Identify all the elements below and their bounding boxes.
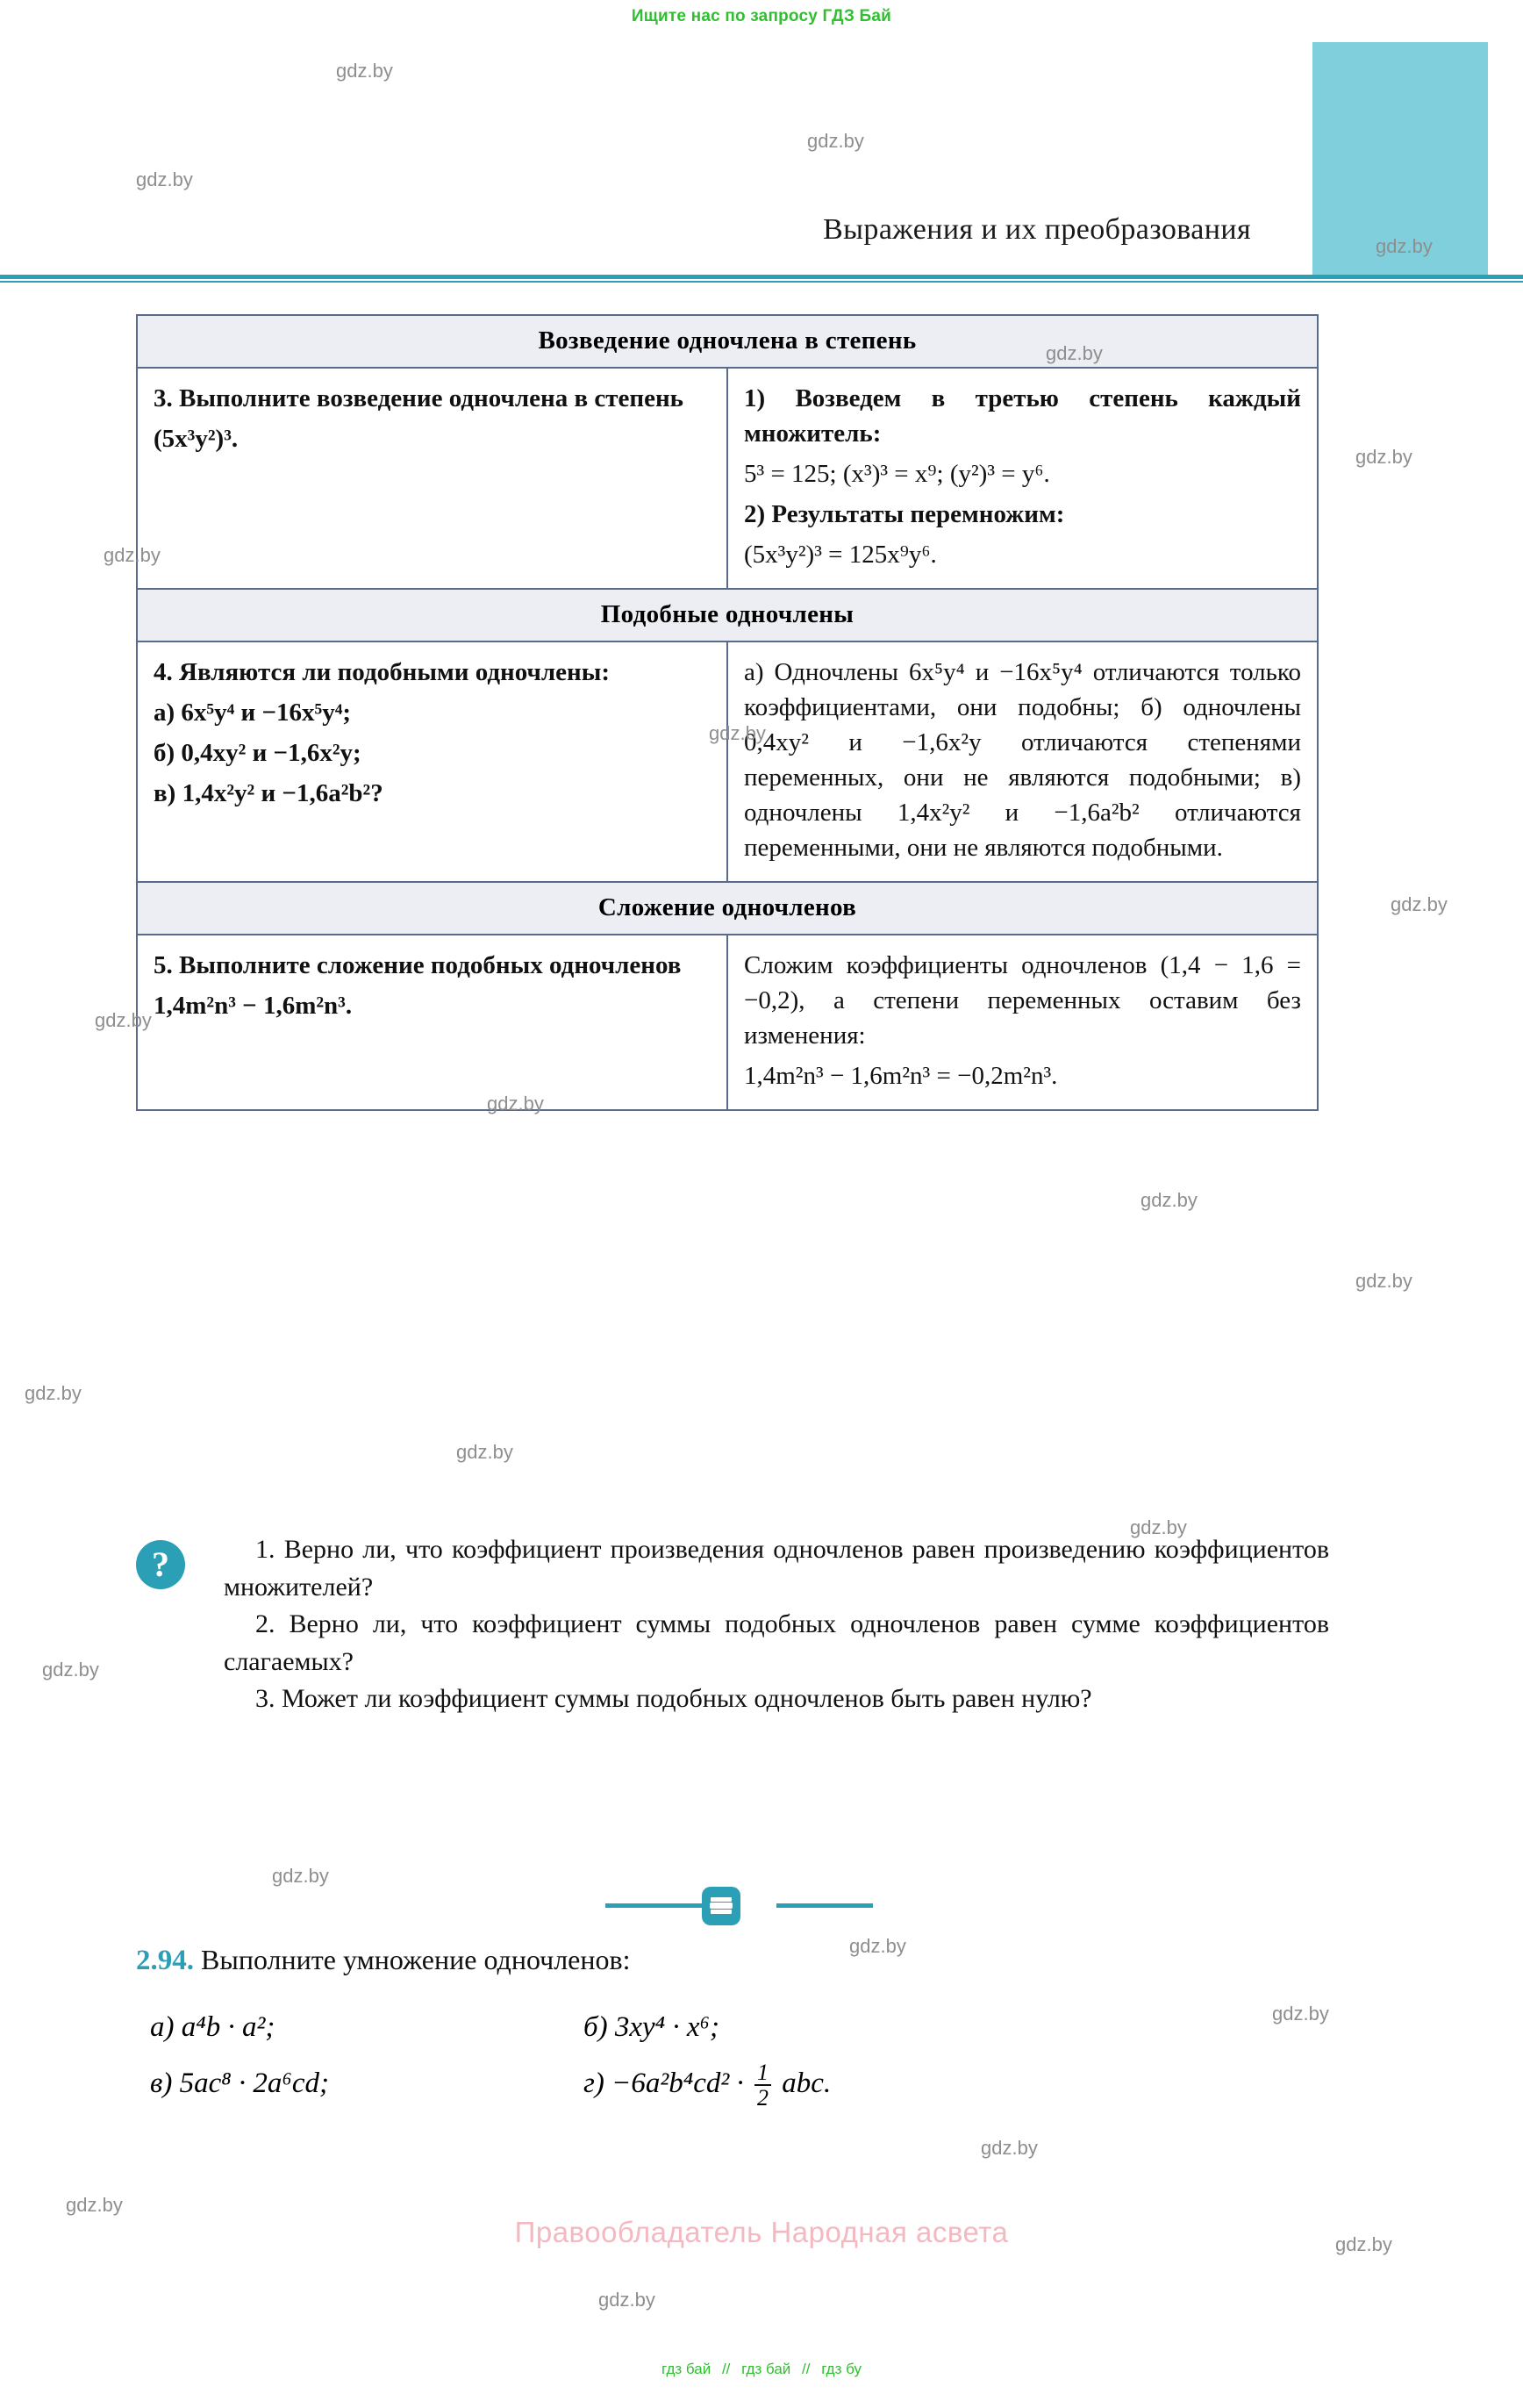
- watermark: gdz.by: [598, 2289, 655, 2311]
- solution-3-line-4: (5x³y²)³ = 125x⁹y⁶.: [744, 541, 937, 570]
- page-number-box: [1312, 42, 1488, 275]
- watermark: gdz.by: [95, 1009, 152, 1031]
- watermark: gdz.by: [709, 722, 766, 744]
- fraction-numerator: 1: [754, 2060, 771, 2086]
- watermark: gdz.by: [136, 168, 193, 190]
- cell-task-5: [137, 935, 727, 1110]
- watermark: gdz.by: [1272, 2003, 1329, 2025]
- task-4-line-1: 4. Являются ли подобными одночлены:: [154, 658, 611, 687]
- page-title: Выражения и их преобразования: [823, 213, 1251, 246]
- task-4-line-2: а) 6x⁵y⁴ и −16x⁵y⁴;: [154, 699, 352, 727]
- table-band-row: [137, 315, 1318, 368]
- cell-task-3: [137, 368, 727, 589]
- exercise-item-g-suffix: abc.: [782, 2068, 832, 2099]
- watermark: gdz.by: [42, 1659, 99, 1681]
- question-item: 1. Верно ли, что коэффициент произведения одночленов равен произведению коэффициентов множителей?: [224, 1535, 1329, 1602]
- band-label-similar: Подобные одночлены: [137, 589, 1318, 641]
- exercise-item-a: а) a⁴b · a²;: [150, 2011, 275, 2043]
- task-5-line-2: 1,4m²n³ − 1,6m²n³.: [154, 992, 353, 1021]
- exercise-item-b: б) 3xy⁴ · x⁶;: [583, 2011, 719, 2043]
- divider-line-left: [605, 1903, 702, 1908]
- footer-link[interactable]: гдз бай: [661, 2361, 711, 2377]
- solution-3-line-1: 1) Возведем в третью степень каждый множитель:: [744, 384, 1301, 448]
- question-item: 2. Верно ли, что коэффициент суммы подобных одночленов равен сумме коэффициентов слагаемых?: [224, 1609, 1329, 1676]
- watermark: gdz.by: [1335, 2233, 1392, 2255]
- exercise-block: [136, 1944, 1364, 2112]
- fraction-denominator: 2: [757, 2085, 769, 2111]
- footer-links: [0, 2361, 1523, 2378]
- promo-banner: Ищите нас по запросу ГДЗ Бай: [631, 7, 892, 25]
- watermark: gdz.by: [1130, 1516, 1187, 1538]
- page-number: 71: [1316, 435, 1348, 468]
- section-divider: [0, 1882, 1523, 1926]
- task-4-line-3: б) 0,4xy² и −1,6x²y;: [154, 739, 361, 768]
- task-3-line-2: (5x³y²)³.: [154, 425, 239, 454]
- solution-4-text: а) Одночлены 6x⁵y⁴ и −16x⁵y⁴ отличаются только коэффициентами, они подобны; б) одночлены 0,4xy² и −1,6x²y отличаются степенями переменных, они не являются подобными; в) одночлены 1,4x²y² и −1,6a²b² отличаются переменными, они не являются подобными.: [744, 658, 1301, 863]
- exercise-heading: [136, 1944, 1364, 1977]
- cell-solution-5: [727, 935, 1318, 1110]
- table-band-row: [137, 882, 1318, 935]
- table-row: [137, 641, 1318, 882]
- solution-3-line-3: 2) Результаты перемножим:: [744, 500, 1065, 529]
- task-4-line-4: в) 1,4x²y² и −1,6a²b²?: [154, 779, 383, 808]
- watermark: gdz.by: [1355, 446, 1412, 468]
- header-rule: [0, 275, 1523, 279]
- question-item: 3. Может ли коэффициент суммы подобных одночленов быть равен нулю?: [255, 1684, 1092, 1714]
- exercise-prompt: Выполните умножение одночленов:: [201, 1944, 631, 1975]
- band-label-power: Возведение одночлена в степень: [137, 315, 1318, 368]
- table-band-row: [137, 589, 1318, 641]
- exercise-item-v: в) 5ac⁸ · 2a⁶cd;: [150, 2068, 330, 2099]
- footer-separator: //: [721, 2361, 731, 2377]
- watermark: gdz.by: [66, 2194, 123, 2216]
- table-row: [137, 935, 1318, 1110]
- watermark: gdz.by: [1376, 235, 1433, 257]
- header-rule-secondary: [0, 281, 1523, 283]
- watermark: gdz.by: [807, 130, 864, 152]
- copyright-notice: Правообладатель Народная асвета: [514, 2216, 1009, 2248]
- watermark: gdz.by: [456, 1441, 513, 1463]
- task-3-line-1: 3. Выполните возведение одночлена в степень: [154, 384, 683, 412]
- footer-link[interactable]: гдз бу: [821, 2361, 862, 2377]
- watermark: gdz.by: [1391, 893, 1448, 915]
- question-mark-icon: ?: [136, 1540, 185, 1589]
- cell-solution-4: [727, 641, 1318, 882]
- cell-solution-3: [727, 368, 1318, 589]
- watermark: gdz.by: [1140, 1189, 1198, 1211]
- exercise-item-g: [583, 2056, 831, 2111]
- exercise-items: [136, 2000, 1364, 2112]
- exercise-row: [136, 2000, 1364, 2056]
- watermark: gdz.by: [25, 1382, 82, 1404]
- table-row: [137, 368, 1318, 589]
- watermark: gdz.by: [104, 544, 161, 566]
- band-label-addition: Сложение одночленов: [137, 882, 1318, 935]
- watermark: gdz.by: [981, 2137, 1038, 2159]
- questions-list: [224, 1531, 1329, 1718]
- examples-table: [136, 314, 1319, 1111]
- exercise-row: [136, 2056, 1364, 2112]
- watermark: gdz.by: [487, 1093, 544, 1114]
- footer-link[interactable]: гдз бай: [741, 2361, 791, 2377]
- exercise-item-g-prefix: г) −6a²b⁴cd² ·: [583, 2068, 744, 2099]
- dumbbell-icon: [702, 1887, 740, 1925]
- exercise-number: 2.94.: [136, 1945, 194, 1976]
- cell-task-4: [137, 641, 727, 882]
- watermark: gdz.by: [1355, 1270, 1412, 1292]
- watermark: gdz.by: [849, 1935, 906, 1957]
- divider-line-right: [776, 1903, 873, 1908]
- solution-5-line-2: 1,4m²n³ − 1,6m²n³ = −0,2m²n³.: [744, 1062, 1058, 1091]
- task-5-line-1: 5. Выполните сложение подобных одночленов: [154, 951, 682, 980]
- solution-5-line-1: Сложим коэффициенты одночленов (1,4 − 1,6 = −0,2), а степени переменных оставим без изменения:: [744, 951, 1301, 1050]
- watermark: gdz.by: [272, 1865, 329, 1887]
- questions-block: [136, 1531, 1329, 1718]
- watermark: gdz.by: [336, 60, 393, 82]
- watermark: gdz.by: [1046, 342, 1103, 364]
- solution-3-line-2: 5³ = 125; (x³)³ = x⁹; (y²)³ = y⁶.: [744, 460, 1050, 489]
- fraction-one-half: [754, 2060, 771, 2111]
- footer-separator: //: [802, 2361, 811, 2377]
